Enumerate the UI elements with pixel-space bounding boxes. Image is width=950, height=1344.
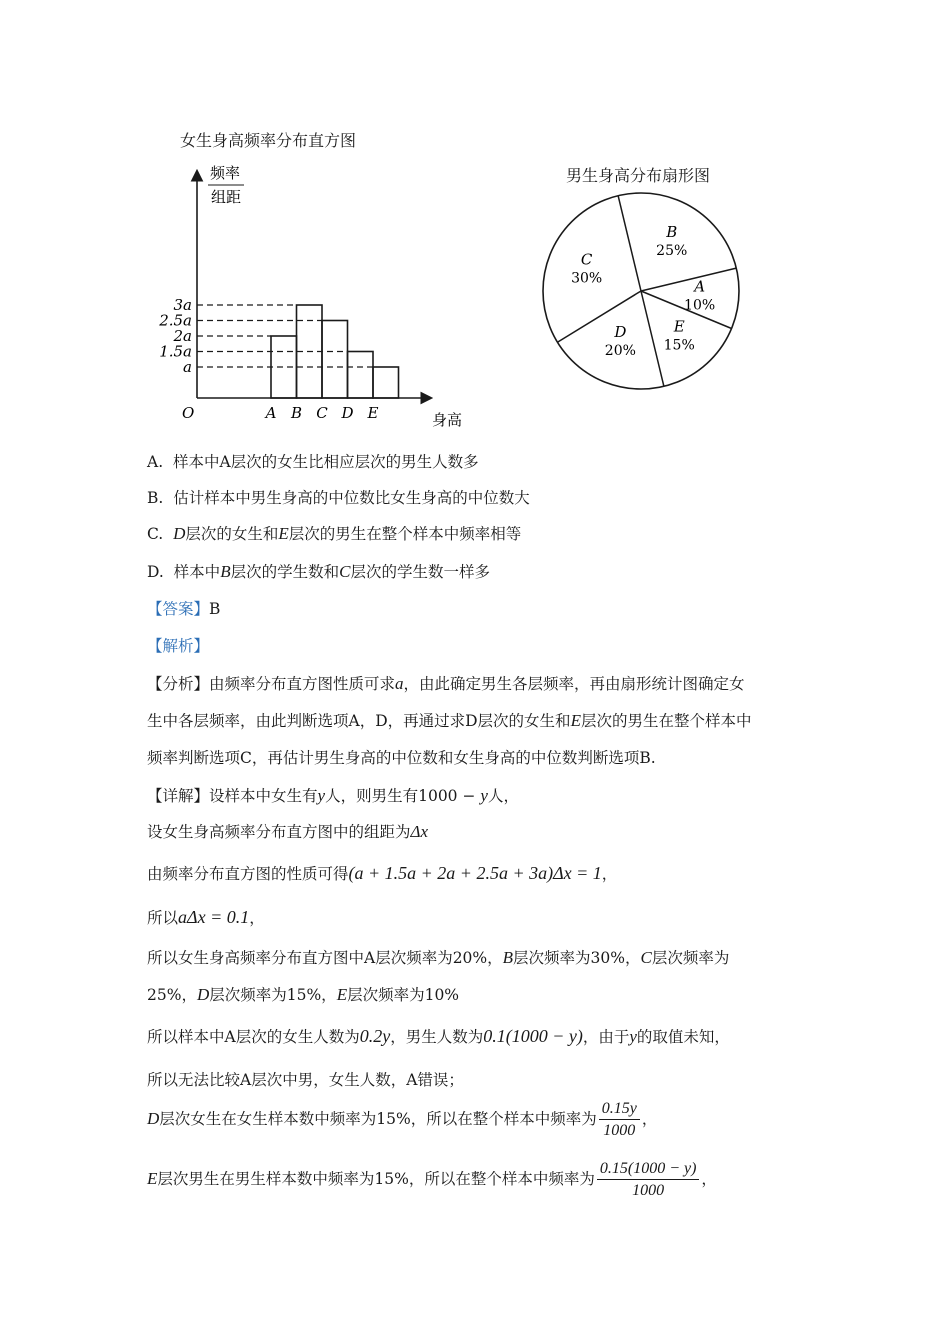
answer-tag: 【答案】 — [147, 600, 210, 618]
pie-label-B: B — [666, 222, 678, 241]
detail-line-1: 【详解】设样本中女生有y人，则男生有1000 − y人， — [147, 786, 519, 805]
x-tick-label: D — [341, 404, 354, 422]
ylabel-bottom: 组距 — [210, 188, 242, 206]
ylabel-top: 频率 — [209, 164, 241, 182]
pie-label-A: A — [694, 277, 706, 296]
option-c[interactable]: C. D层次的女生和E层次的男生在整个样本中频率相等 — [147, 524, 522, 543]
analysis-line-3: 频率判断选项C，再估计男生身高的中位数和女生身高的中位数判断选项B. — [147, 749, 656, 767]
detail-line-5: 所以女生身高频率分布直方图中A层次频率为20%，B层次频率为30%，C层次频率为 — [147, 948, 730, 967]
pie-divider — [618, 196, 641, 291]
analysis-line-2: 生中各层频率，由此判断选项A，D，再通过求D层次的女生和E层次的男生在整个样本中 — [147, 711, 752, 730]
pie-title: 男生身高分布扇形图 — [566, 166, 711, 185]
bar-E — [373, 367, 399, 398]
x-tick-label: C — [316, 404, 328, 422]
detail-line-4: 所以aΔx = 0.1， — [147, 907, 265, 927]
xlabel: 身高 — [432, 411, 463, 429]
pie-pct-C: 30% — [571, 270, 603, 287]
x-tick-label: B — [290, 404, 303, 422]
pie-divider — [557, 291, 641, 342]
y-tick-label: 2a — [173, 327, 192, 345]
y-tick-label: 3a — [173, 296, 192, 314]
answer-value: B — [209, 600, 221, 618]
pie-pct-E: 15% — [663, 337, 695, 354]
bar-D — [348, 352, 374, 399]
x-tick-label: E — [367, 404, 379, 422]
y-tick-label: a — [183, 358, 192, 376]
detail-line-2: 设女生身高频率分布直方图中的组距为Δx — [147, 822, 429, 841]
pie-divider — [641, 268, 736, 291]
option-b[interactable]: B. 估计样本中男生身高的中位数比女生身高的中位数大 — [147, 489, 530, 507]
pie-pct-B: 25% — [656, 242, 688, 259]
histogram-chart — [150, 150, 480, 435]
pie-label-E: E — [673, 317, 685, 336]
y-tick-label: 2.5a — [159, 311, 192, 330]
detail-line-8: 所以无法比较A层次中男，女生人数，A错误； — [147, 1071, 464, 1089]
pie-label-D: D — [614, 322, 627, 341]
origin-label: O — [182, 404, 195, 422]
pie-label-C: C — [580, 250, 593, 269]
bar-C — [322, 321, 348, 399]
detail-line-6: 25%，D层次频率为15%，E层次频率为10% — [147, 985, 460, 1004]
analysis-heading: 【解析】 — [147, 637, 210, 655]
pie-chart — [540, 185, 755, 395]
detail-line-3: 由频率分布直方图的性质可得(a + 1.5a + 2a + 2.5a + 3a)Δx = 1， — [147, 863, 618, 883]
pie-pct-A: 10% — [684, 297, 716, 314]
pie-pct-D: 20% — [604, 342, 636, 359]
y-tick-label: 1.5a — [159, 342, 192, 361]
detail-line-10: E层次男生在男生样本数中频率为15%，所以在整个样本中频率为 $\frac{0.15(1000 - y)}{1000}$ ， — [147, 1160, 717, 1199]
histogram-title: 女生身高频率分布直方图 — [180, 131, 357, 150]
option-a[interactable]: A. 样本中A层次的女生比相应层次的男生人数多 — [147, 453, 479, 471]
detail-line-9: D层次女生在女生样本数中频率为15%，所以在整个样本中频率为 $\frac{0.15y}{1000}$ ， — [147, 1100, 658, 1139]
pie-divider — [641, 291, 664, 386]
x-tick-label: A — [265, 404, 277, 422]
detail-line-7: 所以样本中A层次的女生人数为0.2y，男生人数为0.1(1000 − y)，由于y的取值未知， — [147, 1026, 730, 1046]
option-d[interactable]: D. 样本中B层次的学生数和C层次的学生数一样多 — [147, 562, 490, 581]
answer-line — [147, 597, 220, 619]
analysis-line-1: 【分析】由频率分布直方图性质可求a，由此确定男生各层频率，再由扇形统计图确定女 — [147, 674, 745, 693]
